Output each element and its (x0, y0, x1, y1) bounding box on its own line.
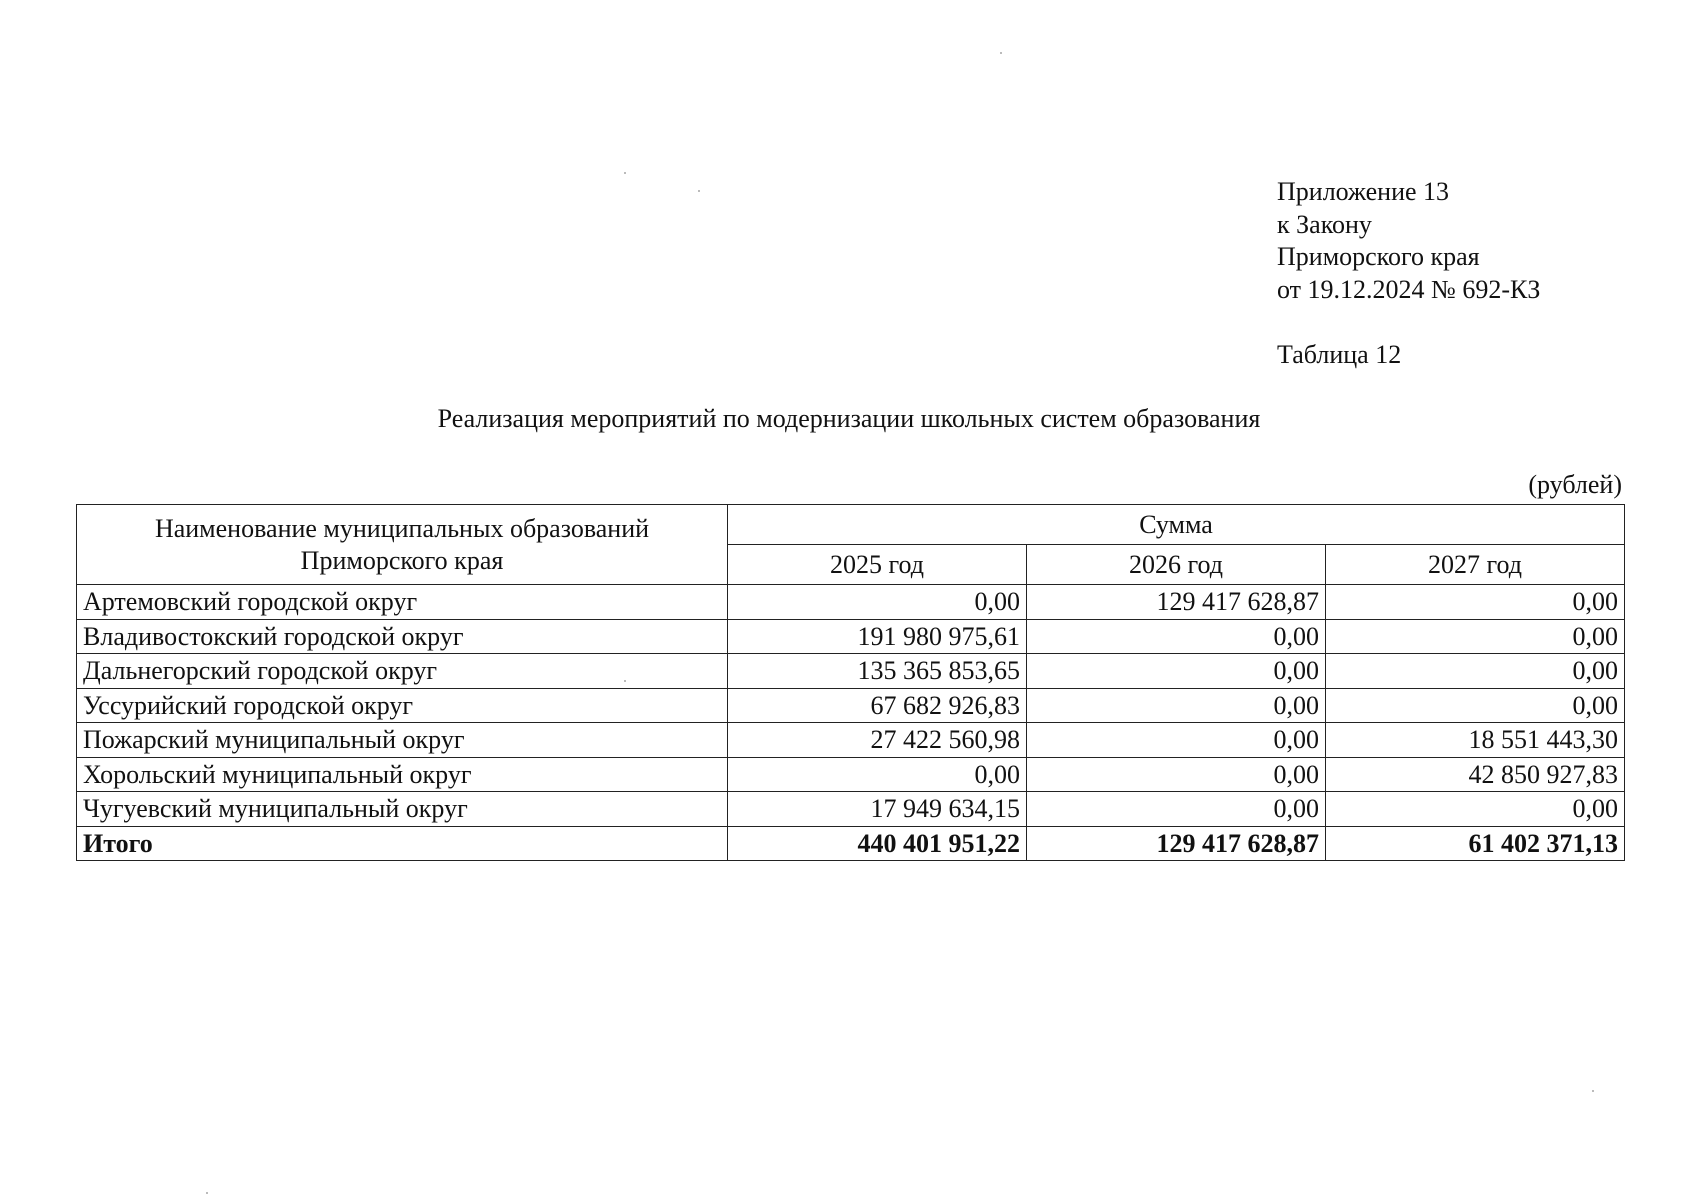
total-label: Итого (77, 826, 728, 861)
year-header: 2025 год (728, 545, 1027, 585)
amount-2025: 135 365 853,65 (728, 654, 1027, 689)
scan-speck (206, 1192, 208, 1194)
appendix-date-number: от 19.12.2024 № 692-КЗ (1277, 274, 1541, 304)
total-row (77, 826, 1625, 861)
total-2027: 61 402 371,13 (1326, 826, 1625, 861)
appendix-reference (1277, 176, 1540, 306)
amount-2025: 27 422 560,98 (728, 723, 1027, 758)
amount-2027: 42 850 927,83 (1326, 757, 1625, 792)
municipality-name: Владивостокский городской округ (77, 619, 728, 654)
scan-speck (624, 680, 626, 682)
table-row (77, 688, 1625, 723)
amount-2027: 0,00 (1326, 654, 1625, 689)
municipality-name: Чугуевский муниципальный округ (77, 792, 728, 827)
year-header: 2026 год (1027, 545, 1326, 585)
document-title: Реализация мероприятий по модернизации школьных систем образования (437, 404, 1261, 433)
amount-2025: 17 949 634,15 (728, 792, 1027, 827)
table-row (77, 723, 1625, 758)
scan-speck (698, 190, 700, 192)
appendix-region: Приморского края (1277, 242, 1480, 271)
amount-2027: 0,00 (1326, 585, 1625, 620)
sum-column-header: Сумма (728, 505, 1625, 545)
table-row (77, 792, 1625, 827)
municipality-header-line1: Наименование муниципальных образований (154, 513, 650, 543)
amount-2025: 0,00 (728, 757, 1027, 792)
amount-2027: 0,00 (1326, 619, 1625, 654)
municipality-name: Дальнегорский городской округ (77, 654, 728, 689)
table-row (77, 654, 1625, 689)
year-header: 2027 год (1326, 545, 1625, 585)
table-row (77, 619, 1625, 654)
table-row (77, 757, 1625, 792)
scan-speck (1592, 1090, 1594, 1092)
appendix-law: к Закону (1277, 209, 1372, 239)
amount-2026: 0,00 (1027, 654, 1326, 689)
municipality-name: Артемовский городской округ (77, 585, 728, 620)
amount-2026: 0,00 (1027, 723, 1326, 758)
table-label: Таблица 12 (1277, 340, 1402, 369)
amount-2027: 0,00 (1326, 688, 1625, 723)
funding-table (76, 504, 1625, 861)
appendix-number: Приложение 13 (1277, 177, 1450, 206)
total-2025: 440 401 951,22 (728, 826, 1027, 861)
scan-speck (1000, 52, 1002, 54)
municipality-column-header (77, 505, 728, 585)
unit-label: (рублей) (1528, 470, 1622, 499)
municipality-name: Пожарский муниципальный округ (77, 723, 728, 758)
amount-2025: 191 980 975,61 (728, 619, 1027, 654)
amount-2026: 0,00 (1027, 688, 1326, 723)
amount-2025: 0,00 (728, 585, 1027, 620)
amount-2027: 18 551 443,30 (1326, 723, 1625, 758)
table-row (77, 585, 1625, 620)
municipality-name: Уссурийский городской округ (77, 688, 728, 723)
amount-2026: 0,00 (1027, 757, 1326, 792)
municipality-header-line2: Приморского края (300, 545, 504, 575)
amount-2026: 0,00 (1027, 792, 1326, 827)
municipality-name: Хорольский муниципальный округ (77, 757, 728, 792)
amount-2026: 129 417 628,87 (1027, 585, 1326, 620)
amount-2026: 0,00 (1027, 619, 1326, 654)
total-2026: 129 417 628,87 (1027, 826, 1326, 861)
amount-2027: 0,00 (1326, 792, 1625, 827)
scan-speck (624, 172, 626, 174)
amount-2025: 67 682 926,83 (728, 688, 1027, 723)
